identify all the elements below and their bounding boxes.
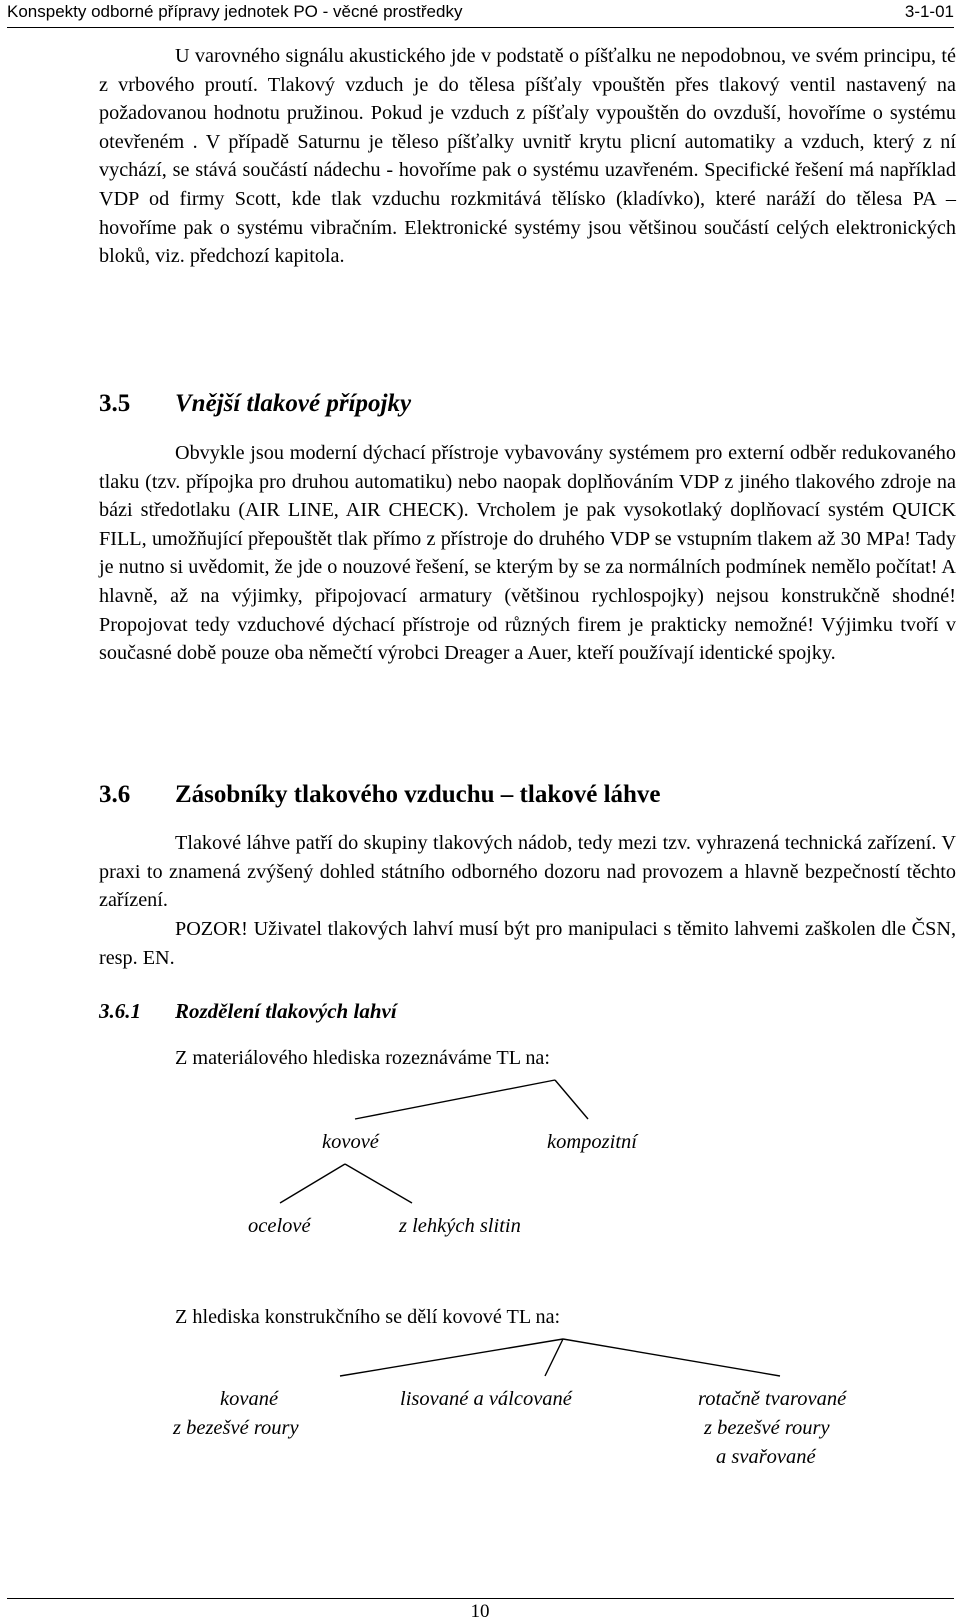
header-document-code: 3-1-01 xyxy=(904,2,954,21)
tree-line xyxy=(340,1339,563,1376)
header-rule xyxy=(7,27,954,28)
tree-node-z-lehkych-slitin: z lehkých slitin xyxy=(399,1215,521,1237)
tree-node-lisovane: lisované a válcované xyxy=(400,1388,572,1410)
page-header xyxy=(7,0,954,26)
material-intro: Z materiálového hlediska rozeznáváme TL na: xyxy=(175,1047,550,1069)
section-number: 3.6 xyxy=(99,781,131,808)
section-number: 3.5 xyxy=(99,390,131,417)
intro-paragraph-text: U varovného signálu akustického jde v podstatě o píšťalku ne nepodobnou, ve svém principu, té z vrbového proutí. Tlakový vzduch je do tělesa píšťaly vpouštěn přes tlakový ventil nastavený na požadovanou hodnotu pružinou. Pokud je vzduch z píšťaly vypouštěn do ovzduší, hovoříme o systému otevřeném . V případě Saturnu je těleso píšťalky uvnitř krytu plicní automatiky a vzduch, který z ní vychází, se stává součástí nádechu - hovoříme pak o systému uzavřeném. Specifické řešení má například VDP od firmy Scott, kde tlak vzduchu rozkmitává tělísko (kladívko), které naráží do tělesa PA – hovoříme pak o systému vibračním. Elektronické systémy jsou většinou součástí celých elektronických bloků, viz. předchozí kapitola. xyxy=(99,45,956,268)
intro-paragraph xyxy=(99,42,956,271)
page-number: 10 xyxy=(470,1601,490,1622)
section-3-5-heading xyxy=(99,390,411,418)
header-title: Konspekty odborné přípravy jednotek PO - věcné prostředky xyxy=(7,2,463,21)
tree-node-kompozitni: kompozitní xyxy=(547,1131,637,1153)
section-3-6-text: Tlakové láhve patří do skupiny tlakových nádob, tedy mezi tzv. vyhrazená technická zařízení. V praxi to znamená zvýšený dohled státního odborného dozoru nad provozem a hlavně bezpečností těchto zařízení. xyxy=(99,832,956,912)
tree-node-ocelove: ocelové xyxy=(248,1215,311,1237)
warning-paragraph xyxy=(99,915,956,972)
tree-line xyxy=(563,1339,780,1376)
tree-line xyxy=(555,1080,588,1119)
section-3-6-heading xyxy=(99,781,661,809)
section-3-6-1-heading xyxy=(99,999,397,1024)
section-number: 3.6.1 xyxy=(99,999,141,1023)
section-title: Rozdělení tlakových lahví xyxy=(175,999,397,1023)
tree-node-rotacne-sub2: a svařované xyxy=(716,1446,816,1468)
section-3-5-paragraph xyxy=(99,439,956,668)
section-title: Zásobníky tlakového vzduchu – tlakové láhve xyxy=(175,781,661,808)
tree-node-kovove: kovové xyxy=(322,1131,379,1153)
tree-line xyxy=(345,1164,412,1203)
tree-line xyxy=(280,1164,345,1203)
footer-rule xyxy=(7,1598,954,1599)
construction-intro: Z hlediska konstrukčního se dělí kovové TL na: xyxy=(175,1306,561,1328)
tree-node-rotacne-sub1: z bezešvé roury xyxy=(704,1417,830,1439)
warning-text: POZOR! Uživatel tlakových lahví musí být pro manipulaci s těmito lahvemi zaškolen dle ČSN, resp. EN. xyxy=(99,918,956,969)
tree-node-kovane-sub: z bezešvé roury xyxy=(173,1417,299,1439)
tree-line xyxy=(545,1339,563,1376)
tree-line xyxy=(355,1080,555,1119)
tree-node-kovane: kované xyxy=(220,1388,279,1410)
tree-node-rotacne-tvarovane: rotačně tvarované xyxy=(698,1388,847,1410)
section-3-6-paragraph xyxy=(99,829,956,915)
section-title: Vnější tlakové přípojky xyxy=(175,390,412,417)
section-3-5-text: Obvykle jsou moderní dýchací přístroje vybavovány systémem pro externí odběr redukovaného tlaku (tzv. přípojka pro druhou automatiku) nebo naopak doplňováním VDP z jiného tlakového zdroje na bázi středotlaku (AIR LINE, AIR CHECK). Vrcholem je pak vysokotlaký doplňovací systém QUICK FILL, umožňující přepouštět tlak přímo z přístroje do druhého VDP se vstupním tlakem až 30 MPa! Tady je nutno si uvědomit, že jde o nouzové řešení, se kterým by se za normálních podmínek nemělo počítat! A hlavně, až na výjimky, připojovací armatury (většinou rychlospojky) nejsou konstrukčně shodné! Propojovat tedy vzduchové dýchací přístroje od různých firem je prakticky nemožné! Výjimku tvoří v současné době pouze oba němečtí výrobci Dreager a Auer, kteří používají identické spojky. xyxy=(99,442,956,665)
